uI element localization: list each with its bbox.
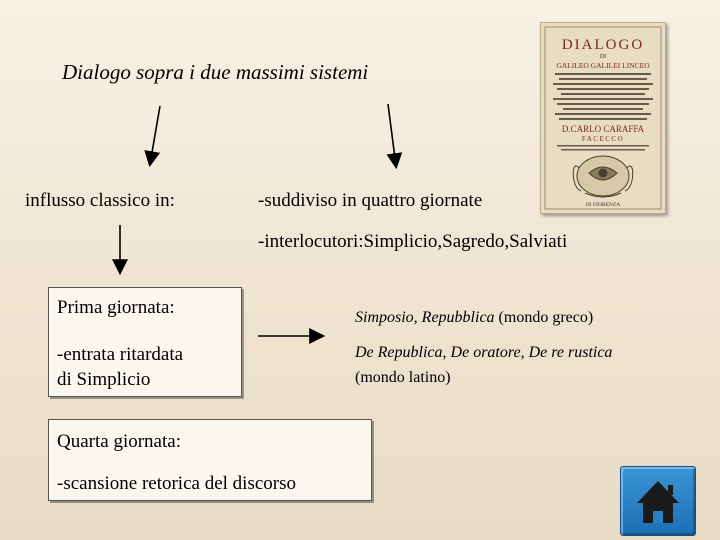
prima-line2: di Simplicio	[57, 369, 151, 390]
interlocutori-line: -interlocutori:Simplicio,Sagredo,Salviati	[258, 231, 568, 252]
quarta-line1: -scansione retorica del discorso	[57, 473, 296, 494]
greek-references: Simposio, Repubblica (mondo greco)	[355, 309, 594, 326]
quarta-heading: Quarta giornata:	[57, 431, 181, 452]
cover-emblem	[573, 156, 633, 197]
ref-de-oratore: De oratore	[450, 344, 521, 361]
cover-dedicatee-2: FACECCO	[581, 135, 625, 143]
cover-place: IN FIORENZA	[585, 202, 621, 208]
ref-mondo-latino: (mondo latino)	[355, 369, 451, 386]
ref-de-re-rustica: De re rustica	[528, 344, 613, 361]
quarta-giornata-box	[48, 419, 372, 501]
influsso-heading: influsso classico in:	[25, 190, 175, 211]
cover-title: DIALOGO	[561, 37, 645, 53]
ref-de-republica: De Republica	[355, 344, 443, 361]
prima-line1: -entrata ritardata	[57, 344, 184, 365]
home-icon	[621, 467, 695, 535]
prima-heading: Prima giornata:	[57, 297, 175, 318]
slide-title: Dialogo sopra i due massimi sistemi	[62, 60, 369, 84]
cover-author: GALILEO GALILEI LINCEO	[556, 61, 650, 70]
cover-dedicatee: D.CARLO CARAFFA	[561, 124, 645, 134]
giornate-line: -suddiviso in quattro giornate	[258, 190, 483, 211]
home-button[interactable]	[620, 466, 696, 536]
ref-simposio: Simposio	[355, 309, 414, 326]
latin-references: De Republica, De oratore, De re rustica	[355, 344, 613, 361]
arrow-title-left	[150, 106, 160, 164]
cover-subtitle: DI	[599, 54, 607, 60]
arrow-title-right	[388, 104, 396, 166]
prima-giornata-box	[48, 287, 242, 397]
ref-mondo-greco: (mondo greco)	[494, 309, 594, 326]
book-cover-image	[540, 22, 666, 214]
ref-repubblica: Repubblica	[421, 309, 495, 326]
